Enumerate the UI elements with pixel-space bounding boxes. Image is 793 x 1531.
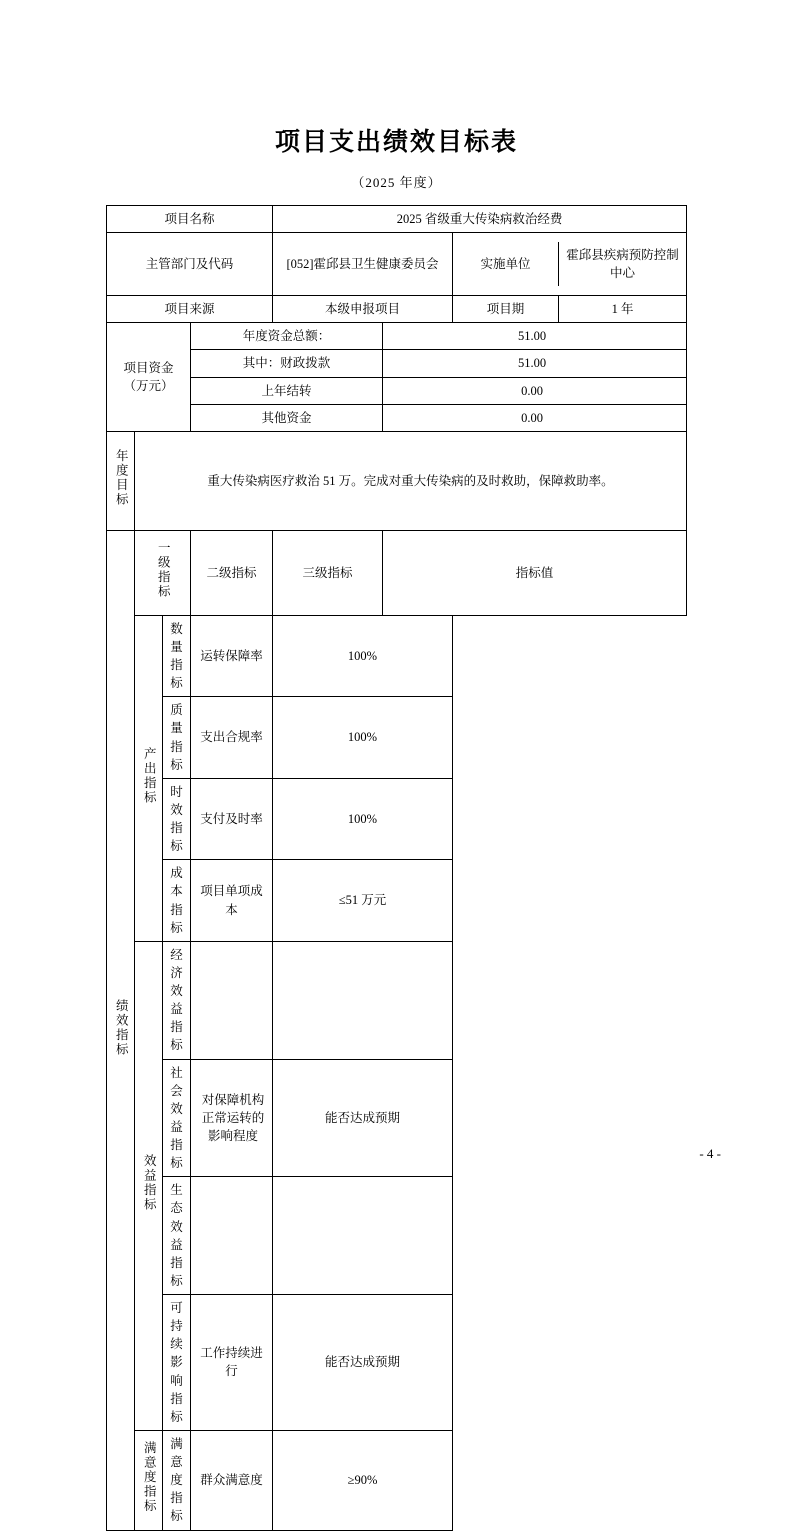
indicator-group-label: 产出指标 [134, 615, 162, 941]
period-value: 1 年 [611, 302, 634, 317]
project-name-label: 项目名称 [106, 206, 272, 233]
indicator-value: ≤51 万元 [273, 860, 453, 942]
table-row [106, 233, 686, 296]
table-row [106, 350, 686, 377]
funds-label [106, 323, 190, 432]
indicator-level3 [190, 941, 272, 1059]
funds-label-line2: （万元） [123, 379, 174, 393]
table-row [106, 860, 686, 942]
funds-row-value: 51.00 [383, 323, 687, 350]
funds-row-value: 0.00 [383, 377, 687, 404]
table-row [106, 296, 686, 323]
project-name-value: 2025 省级重大传染病救治经费 [273, 206, 687, 233]
table-row [106, 530, 686, 615]
table-row [106, 778, 686, 860]
source-value: 本级申报项目 [273, 296, 453, 323]
indicator-level2: 成本指标 [162, 860, 190, 942]
funds-row-name: 其他资金 [190, 404, 382, 431]
indicator-level2: 经济效益指标 [162, 941, 190, 1059]
funds-row-name: 年度资金总额： [190, 323, 382, 350]
source-label: 项目来源 [106, 296, 272, 323]
indicator-value [273, 1177, 453, 1295]
indicator-value: 能否达成预期 [273, 1059, 453, 1177]
indicator-group-label: 效益指标 [134, 941, 162, 1430]
table-row [106, 431, 686, 530]
period-label: 项目期 [453, 296, 559, 322]
indicator-level2: 社会效益指标 [162, 1059, 190, 1177]
indicator-level3: 运转保障率 [190, 615, 272, 697]
indicator-level2: 生态效益指标 [162, 1177, 190, 1295]
page-title: 项目支出绩效目标表 [274, 129, 518, 156]
indicator-value: 100% [273, 778, 453, 860]
indicator-value: 100% [273, 697, 453, 779]
period-cell [453, 296, 687, 323]
indicator-group-label: 满意度指标 [134, 1430, 162, 1530]
performance-goal-table [106, 205, 687, 1531]
department-label: 主管部门及代码 [106, 233, 272, 296]
funds-row-value: 0.00 [383, 404, 687, 431]
implement-unit-value: 霍邱县疾病预防控制中心 [566, 248, 679, 281]
funds-row-name: 其中：财政拨款 [190, 350, 382, 377]
page-subtitle: （2025 年度） [351, 175, 442, 190]
page-number: - 4 - [699, 1146, 721, 1161]
indicator-level2: 质量指标 [162, 697, 190, 779]
department-value: [052]霍邱县卫生健康委员会 [273, 233, 453, 296]
indicators-header-level1: 一级指标 [134, 530, 190, 615]
table-row [106, 206, 686, 233]
table-row [106, 1177, 686, 1295]
indicator-level2: 可持续影响指标 [162, 1295, 190, 1431]
indicators-header-level3: 三级指标 [273, 530, 383, 615]
table-row [106, 941, 686, 1059]
annual-goal-label: 年度目标 [106, 431, 134, 530]
funds-label-line1: 项目资金 [123, 360, 174, 375]
table-row [106, 377, 686, 404]
indicator-level2: 时效指标 [162, 778, 190, 860]
indicator-value: 100% [273, 615, 453, 697]
indicators-label: 绩效指标 [106, 530, 134, 1530]
indicator-level3: 支付及时率 [190, 778, 272, 860]
table-row [106, 615, 686, 697]
implement-unit-cell [453, 233, 687, 296]
table-row [106, 323, 686, 350]
indicators-header-value: 指标值 [383, 530, 687, 615]
funds-row-name: 上年结转 [190, 377, 382, 404]
indicator-level3: 群众满意度 [190, 1430, 272, 1530]
table-row [106, 1059, 686, 1177]
indicator-level2: 满意度指标 [162, 1430, 190, 1530]
table-row [106, 697, 686, 779]
implement-unit-label: 实施单位 [453, 242, 559, 286]
indicator-value: ≥90% [273, 1430, 453, 1530]
indicator-level3: 对保障机构正常运转的影响程度 [190, 1059, 272, 1177]
table-row [106, 404, 686, 431]
indicator-level3: 项目单项成本 [190, 860, 272, 942]
indicator-level3: 工作持续进行 [190, 1295, 272, 1431]
indicator-level3 [190, 1177, 272, 1295]
indicator-value [273, 941, 453, 1059]
table-row [106, 1430, 686, 1530]
indicators-header-level2: 二级指标 [190, 530, 272, 615]
indicator-value: 能否达成预期 [273, 1295, 453, 1431]
annual-goal-text: 重大传染病医疗救治 51 万。完成对重大传染病的及时救助，保障救助率。 [134, 431, 686, 530]
indicator-level2: 数量指标 [162, 615, 190, 697]
document-page [0, 122, 793, 1524]
indicator-level3: 支出合规率 [190, 697, 272, 779]
funds-row-value: 51.00 [383, 350, 687, 377]
table-row [106, 1295, 686, 1431]
